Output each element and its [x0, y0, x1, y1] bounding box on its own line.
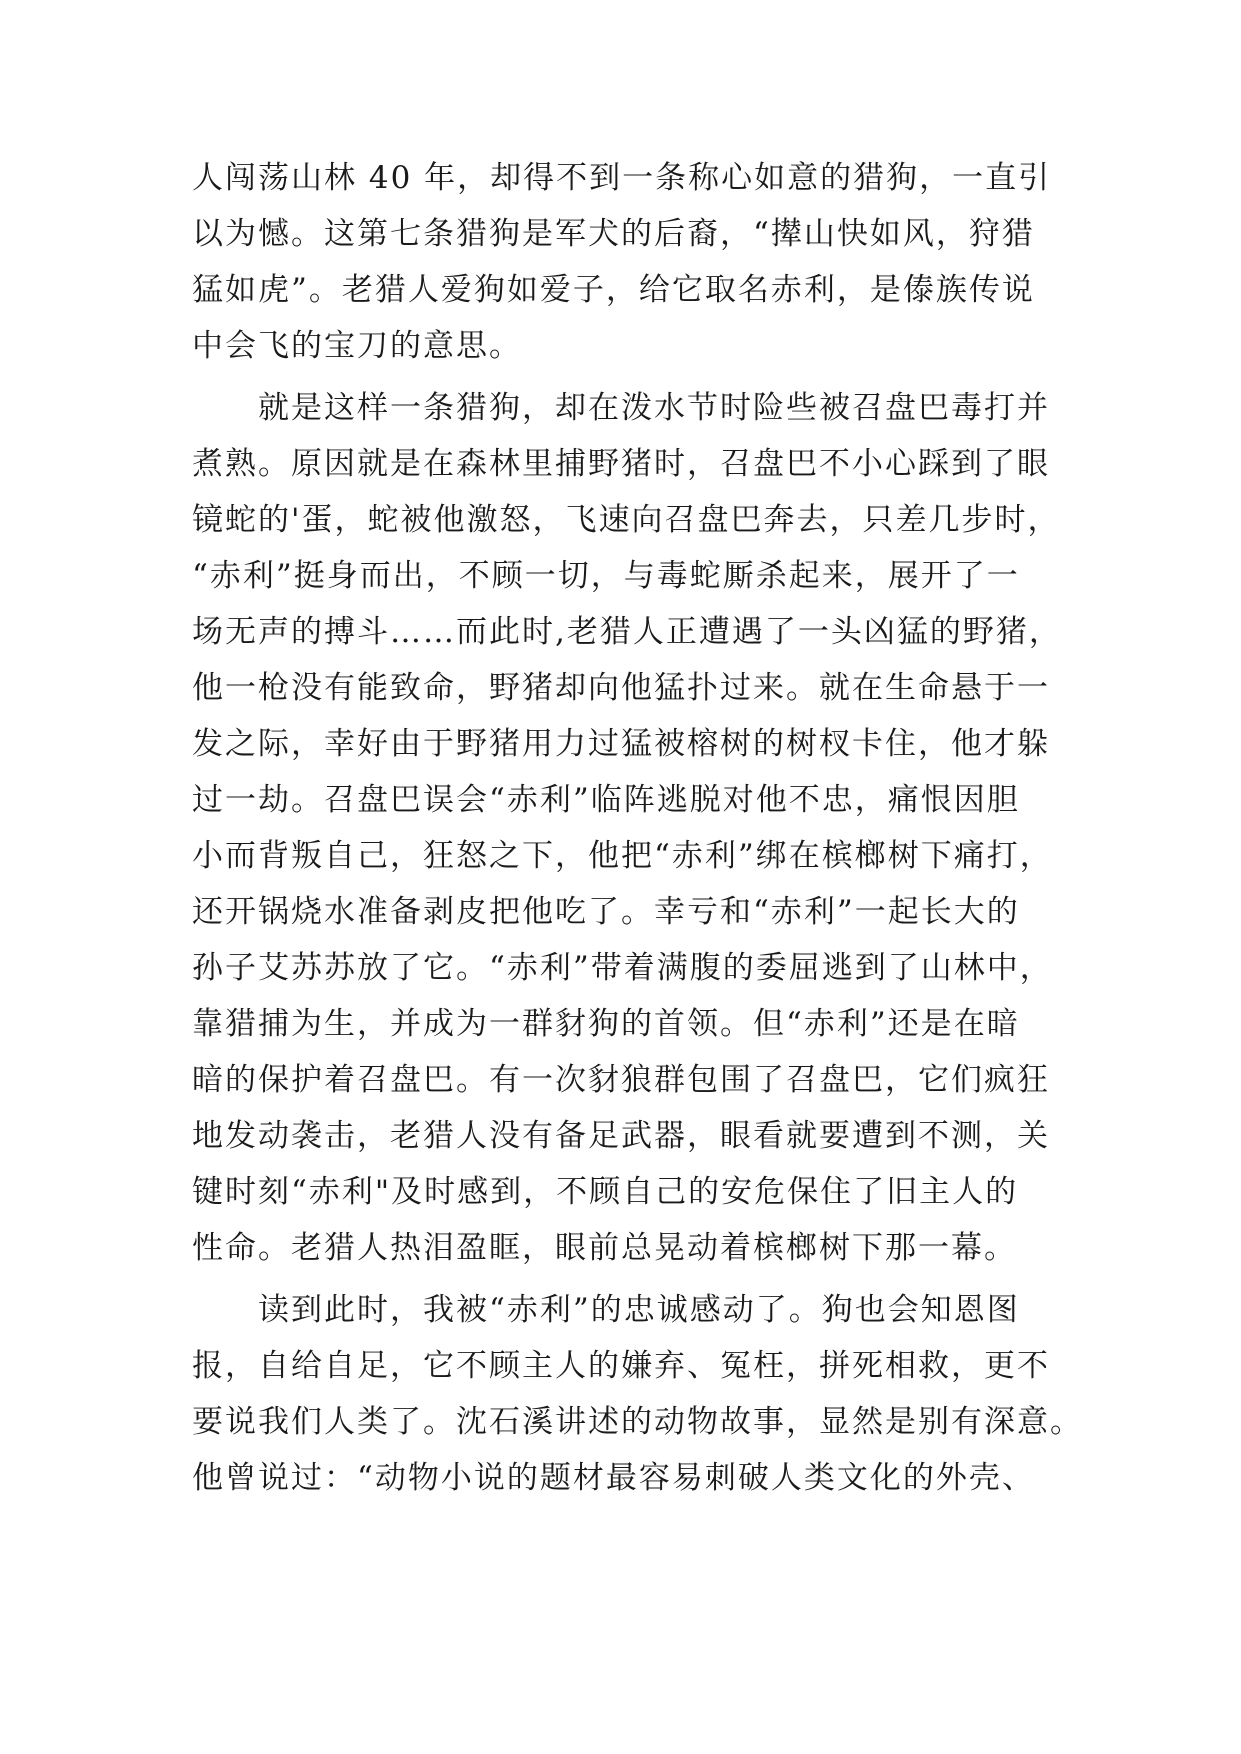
text-line: 猛如虎”。老猎人爱狗如爱子，给它取名赤利，是傣族传说 — [192, 272, 1035, 308]
text-line: 他一枪没有能致命，野猪却向他猛扑过来。就在生命悬于一 — [192, 670, 1050, 706]
text-line: 地发动袭击，老猎人没有备足武器，眼看就要遭到不测，关 — [192, 1118, 1050, 1154]
text-line: 性命。老猎人热泪盈眶，眼前总晃动着槟榔树下那一幕。 — [192, 1230, 1017, 1266]
text-line: 中会飞的宝刀的意思。 — [192, 328, 522, 364]
body-text — [192, 150, 1092, 1506]
text-line: 过一劫。召盘巴误会“赤利”临阵逃脱对他不忠，痛恨因胆 — [192, 782, 1020, 818]
text-line: 读到此时，我被“赤利”的忠诚感动了。狗也会知恩图 — [258, 1292, 1020, 1328]
text-line: 人闯荡山林 40 年，却得不到一条称心如意的猎狗，一直引 — [192, 160, 1052, 196]
text-line: 煮熟。原因就是在森林里捕野猪时，召盘巴不小心踩到了眼 — [192, 446, 1050, 482]
text-line: 孙子艾苏苏放了它。“赤利”带着满腹的委屈逃到了山林中， — [192, 950, 1053, 986]
text-line: 暗的保护着召盘巴。有一次豺狼群包围了召盘巴，它们疯狂 — [192, 1062, 1050, 1098]
text-line: 报，自给自足，它不顾主人的嫌弃、冤枉，拼死相救，更不 — [192, 1348, 1050, 1384]
text-line: 发之际，幸好由于野猪用力过猛被榕树的树杈卡住，他才躲 — [192, 726, 1050, 762]
text-line: 还开锅烧水准备剥皮把他吃了。幸亏和“赤利”一起长大的 — [192, 894, 1020, 930]
text-line: 镜蛇的'蛋，蛇被他激怒，飞速向召盘巴奔去，只差几步时， — [192, 502, 1061, 538]
text-line: 键时刻“赤利"及时感到，不顾自己的安危保住了旧主人的 — [192, 1174, 1019, 1210]
text-line: 场无声的搏斗……而此时,老猎人正遭遇了一头凶猛的野猪， — [192, 614, 1062, 650]
text-line: 要说我们人类了。沈石溪讲述的动物故事，显然是别有深意。 — [192, 1404, 1083, 1440]
text-line: 小而背叛自己，狂怒之下，他把“赤利”绑在槟榔树下痛打， — [192, 838, 1053, 874]
text-line: 他曾说过：“动物小说的题材最容易刺破人类文化的外壳、 — [192, 1460, 1035, 1496]
text-line: 靠猎捕为生，并成为一群豺狗的首领。但“赤利”还是在暗 — [192, 1006, 1020, 1042]
text-line: “赤利”挺身而出，不顾一切，与毒蛇厮杀起来，展开了一 — [192, 558, 1020, 594]
text-line: 以为憾。这第七条猎狗是军犬的后裔，“撵山快如风，狩猎 — [192, 216, 1035, 252]
text-line: 就是这样一条猎狗，却在泼水节时险些被召盘巴毒打并 — [258, 390, 1050, 426]
